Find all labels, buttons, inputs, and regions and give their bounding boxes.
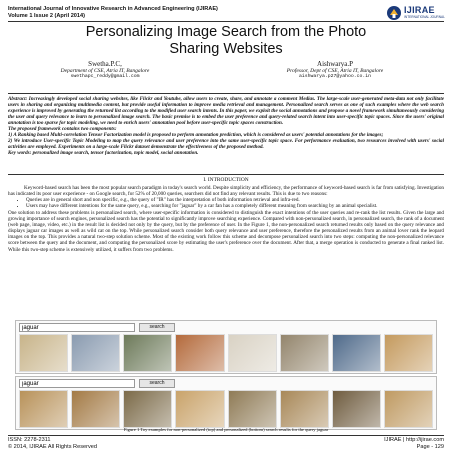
footer-left [8,437,97,451]
figure-caption: Figure 1 Toy examples for non-personalized (top) and personalized (bottom) search results for the query jaguar [123,427,329,432]
footer-issn: ISSN: 2278-2311 [8,437,51,443]
logo-mark-icon [386,5,402,21]
keywords: Key words: personalized image search, tensor factorization, topic model, social annotation. [8,150,199,157]
top-search-button[interactable]: search [139,323,175,332]
journal-header [8,6,328,19]
abstract-bottom-rule [8,174,444,175]
author-2-name: Aishwarya.P [317,60,353,68]
reason-item-1: • Queries are in general short and non specific, e.g., the query of "IR" has the interpretation of both information retrieval and infra-red. [26,197,444,203]
figure-1 [15,320,435,430]
bottom-result-image[interactable] [71,390,120,428]
logo-tagline: INTERNATIONAL JOURNAL [404,15,445,19]
footer-rule [8,435,444,436]
top-searchbar [19,323,175,332]
bottom-result-image[interactable] [228,390,277,428]
footer-right [384,437,444,451]
paper-title-line1: Personalizing Image Search from the Photo [85,24,367,40]
author-1-email: swethapc_reddy@gmail.com [70,74,140,80]
abstract-framework: The proposed framework contains two components: [8,126,117,133]
top-result-image[interactable] [123,334,172,372]
bottom-result-image[interactable] [384,390,433,428]
abstract-component-2: 2) We introduce User-specific Topic Modeling to map the query relevance and user preference into the same user-specific topic space. For performance evaluation, two resources involved with users' social activities are employed. Experiments on a large-scale Flickr dataset demonstrate the effectiveness of the proposed method. [8,138,444,151]
bottom-result-thumbnails [19,390,433,426]
paper-title-line2: Sharing Websites [169,41,283,57]
top-result-image[interactable] [228,334,277,372]
journal-logo [386,4,444,22]
section-heading: I. INTRODUCTION [203,177,249,183]
bottom-result-image[interactable] [332,390,381,428]
author-2-email: aishwarya.p27@yahoo.co.in [299,74,371,80]
footer-site[interactable]: IJIRAE | http://ijirae.com [384,437,444,443]
bottom-result-image[interactable] [19,390,68,428]
intro-paragraph-2: One solution to address these problems is personalized search, where user-specific information is considered to distinguish the exact intentions of the user queries and re-rank the list results. Given the large and growing importance of search engines, personalized search has the potential to significantly improve searching experience. Compared with non-personalized search, in personalized search, the rank of a document (web page, image, video, etc.) in the result list is decided not only by the query, but by the preference of user. In the Figure 1, the non-personalized search returned results only based on the query relevance and displays jaguar car images as well as wild cat on the top. While personalized search consider both query relevance and user preference, therefore the personalized results from an animal lover rank the leopard images on the top. This provides a natural two-step solution scheme. Most of the existing work follow this scheme and decompose personalized search into two steps: computing the non-personalized relevance score between the query and the document, and computing the personalized score by estimating the user's preference over the document. After that, a merge operation is conducted to generate a final ranked list. While this two-step scheme is extensively utilized, it suffers from two problems. [8,209,444,253]
bottom-searchbar [19,379,175,388]
abstract-body: Abstract: Increasingly developed social sharing websites, like Flickr and Youtube, allow users to create, share, and annotate a comment Medias. The large-scale user-generated meta-data not only facilitate users in sharing and organizing multimedia content, but provide useful information to improve media retrieval and management. Personalized search serves as one of such examples where the web search experience is improved by generating the returned list according to the modified user search intents. In this paper, we exploit the social annotations and propose a novel framework simultaneously considering the user and query relevance to learn to personalized image search. The basic premise is to embed the user preference and query-related search intent into user-specific topic spaces. Since the users' original annotation is too sparse for topic modeling, we need to enrich users' annotation pool before user-specific topic spaces construction. [8,96,444,127]
top-result-image[interactable] [332,334,381,372]
top-result-image[interactable] [280,334,329,372]
bottom-result-image[interactable] [175,390,224,428]
author-1-name: Swetha.P.C, [88,60,122,68]
abstract-component-1: 1) A Ranking based Multi-correlation Tensor Factorization model is proposed to perform annotation prediction, which is considered as users' potential annotations for the images; [8,132,384,139]
header-rule [8,21,444,22]
personalized-panel [15,376,437,430]
top-result-image[interactable] [384,334,433,372]
footer-page: Page - 129 [416,443,444,450]
reasons-list [8,197,444,209]
bottom-search-button[interactable]: search [139,379,175,388]
top-result-image[interactable] [19,334,68,372]
non-personalized-panel [15,320,437,374]
bottom-search-input[interactable] [19,379,135,388]
intro-paragraph-1: Keyword-based search has been the most popular search paradigm in today's search world. Despite simplicity and efficiency, the performance of keyword-based search is far from satisfying. Investigation has indicated its poor user experience - on Google search, for 52% of 20,000 queries, searchers did not find any relevant results. This is due to two reasons: [8,185,444,198]
abstract [8,96,444,156]
top-result-image[interactable] [71,334,120,372]
author-2 [250,60,420,80]
top-result-thumbnails [19,334,433,370]
logo-name: IJIRAE [404,5,435,15]
reason-item-2: • Users may have different intentions for the same query, e.g., searching for "jaguar" by a car fan has a completely different meaning from searching by an animal specialist. [26,203,444,209]
top-result-image[interactable] [175,334,224,372]
author-1 [30,60,180,80]
author-1-affiliation: Department of CSE, Atria IT, Bangalore [60,68,150,74]
journal-volume: Volume 1 Issue 2 (April 2014) [8,12,85,19]
bottom-result-image[interactable] [280,390,329,428]
journal-name: International Journal of Innovative Research in Advanced Engineering (IJIRAE) [8,6,218,12]
footer-copyright: © 2014, IJIRAE All Rights Reserved [8,443,97,450]
author-2-affiliation: Professor, Dept of CSE, Atria IT, Bangalore [286,68,384,74]
bottom-result-image[interactable] [123,390,172,428]
abstract-top-rule [8,93,444,94]
body-text [8,185,444,253]
top-search-input[interactable] [19,323,135,332]
